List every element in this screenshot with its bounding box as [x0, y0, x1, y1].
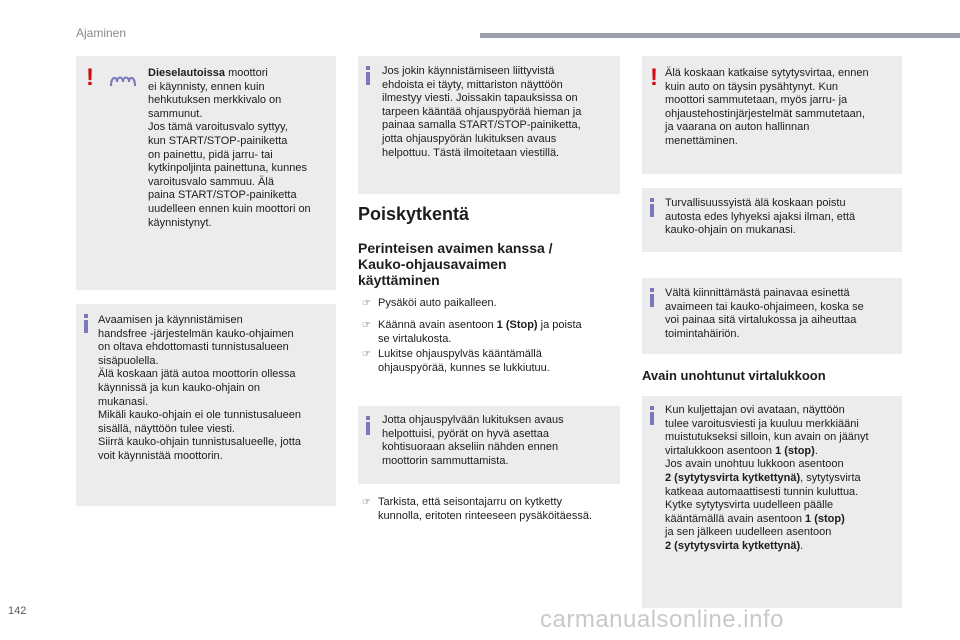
info-text-heavy-object: Vältä kiinnittämästä painavaa esinettä avaimeen tai kauko-ohjaimeen, koska se voi painaa sitä virtalukossa ja aiheuttaa toimintahäiriön.: [665, 287, 864, 340]
watermark: carmanualsonline.info: [540, 606, 784, 633]
warning-icon: !: [650, 64, 658, 91]
subsection-heading: Avain unohtunut virtalukkoon: [642, 368, 826, 383]
pointing-hand-icon: ☞: [362, 298, 371, 309]
glow-plug-icon: [108, 72, 138, 90]
page-number: 142: [8, 605, 27, 617]
info-text-steering-lock: Jotta ohjauspylvään lukituksen avaus helpottuisi, pyörät on hyvä asettaa kohtisuoraan akseliin nähden ennen moottorin sammuttamista.: [382, 414, 564, 467]
subsection-heading: Perinteisen avaimen kanssa / Kauko-ohjausavaimen käyttäminen: [358, 240, 553, 288]
pointing-hand-icon: ☞: [362, 320, 371, 331]
pointing-hand-icon: ☞: [362, 497, 371, 508]
info-text-handsfree: Avaamisen ja käynnistämisen handsfree -järjestelmän kauko-ohjaimen on oltava ehdottomasti tunnistusalueen sisäpuolella. Älä koskaan jätä autoa moottorin ollessa käynnissä ja kun kauko-ohjain on mukanasi. Mikäli kauko-ohjain ei ole tunnistusalueen sisällä, näyttöön tulee viesti. Siirrä kauko-ohjain tunnistusalueelle, jotta voit käynnistää moottorin.: [98, 314, 302, 462]
section-title: Ajaminen: [76, 26, 127, 40]
pointing-hand-icon: ☞: [362, 349, 371, 360]
step-item: ☞ Lukitse ohjauspylväs kääntämällä ohjauspyörää, kunnes se lukkiutuu.: [362, 348, 550, 374]
header-bar: [480, 33, 960, 38]
info-text-key-forgotten: Kun kuljettajan ovi avataan, näyttöön tulee varoitusviesti ja kuuluu merkkiääni muistutukseksi silloin, kun avain on jäänyt virtalukkoon asentoon 1 (stop). Jos avain unohtuu lukkoon asentoon 2 (sytytysvirta kytkettynä), sytytysvirta katkeaa automaattisesti tunnin kuluttua. Kytke sytytysvirta uudelleen päälle kääntämällä avain asentoon 1 (stop) ja sen jälkeen uudelleen asentoon 2 (sytytysvirta kytkettynä).: [665, 404, 869, 552]
warning-text-diesel: Dieselautoissa moottori ei käynnisty, ennen kuin hehkutuksen merkkivalo on sammunut. Jos tämä varoitusvalo syttyy, kun START/STOP-painiketta on painettu, pidä jarru- tai kytkinpoljinta painettuna, kunnes varoitusvalo sammuu. Älä paina START/STOP-painiketta uudelleen ennen kuin moottori on käynnistynyt.: [148, 67, 311, 229]
step-item: ☞ Tarkista, että seisontajarru on kytketty kunnolla, eritoten rinteeseen pysäköitäessä.: [362, 496, 593, 522]
section-heading: Poiskytkentä: [358, 204, 470, 224]
info-text-safety: Turvallisuussyistä älä koskaan poistu autosta edes lyhyeksi ajaksi ilman, että kauko-ohjain on mukanasi.: [665, 197, 856, 237]
step-item: ☞ Käännä avain asentoon 1 (Stop) ja poista se virtalukosta.: [362, 319, 582, 345]
warning-text-ignition: Älä koskaan katkaise sytytysvirtaa, ennen kuin auto on täysin pysähtynyt. Kun moottori sammutetaan, myös jarru- ja ohjaustehostinjärjestelmät sammutetaan, ja vaarana on auton hallinnan menettäminen.: [665, 67, 869, 147]
info-text-start-conditions: Jos jokin käynnistämiseen liittyvistä ehdoista ei täyty, mittariston näyttöön ilmestyy viesti. Joissakin tapauksissa on tarpeen kääntää ohjauspyörää hieman ja painaa samalla START/STOP-painiketta, jotta ohjauspyörän lukituksen avaus helpottuu. Tästä ilmoitetaan viestillä.: [382, 65, 582, 159]
warning-icon: !: [86, 64, 94, 91]
